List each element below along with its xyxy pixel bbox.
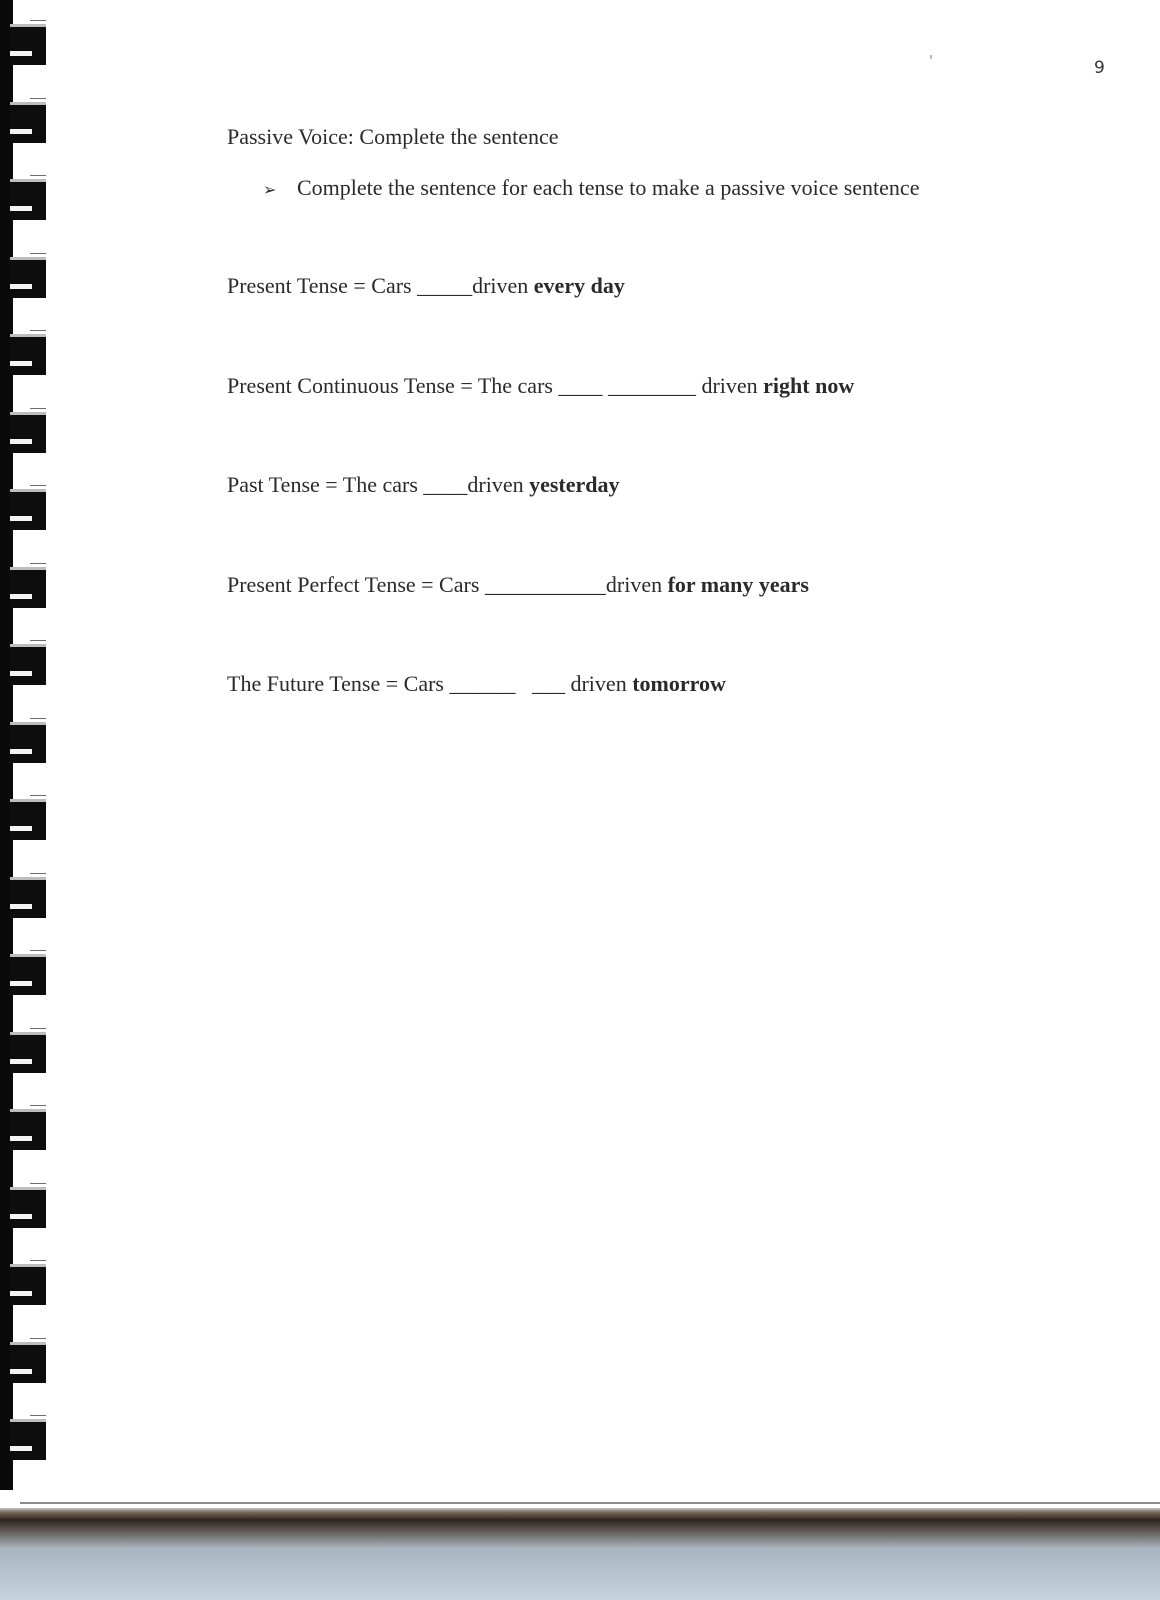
binding-ring <box>10 1187 46 1228</box>
binding-ring-tick <box>30 20 46 21</box>
page-number: 9 <box>1094 58 1105 78</box>
binding-ring-tick <box>30 1183 46 1184</box>
arrow-bullet-icon: ➢ <box>263 180 277 199</box>
binding-ring <box>10 1419 46 1460</box>
binding-ring <box>10 1342 46 1383</box>
sentence-present-continuous <box>227 373 854 399</box>
instruction-item <box>263 175 919 201</box>
sentence-present-perfect <box>227 572 809 598</box>
binding-ring-tick <box>30 563 46 564</box>
sentence-time-phrase: every day <box>533 273 625 298</box>
sentence-time-phrase: for many years <box>667 572 809 597</box>
binding-ring-tick <box>30 950 46 951</box>
binding-ring <box>10 24 46 65</box>
binding-ring-tick <box>30 795 46 796</box>
binding-ring-tick <box>30 718 46 719</box>
sentence-present <box>227 273 625 299</box>
binding-ring-tick <box>30 1415 46 1416</box>
binding-ring <box>10 1109 46 1150</box>
binding-ring-tick <box>30 485 46 486</box>
sentence-verb: driven <box>570 671 633 696</box>
sentence-time-phrase: right now <box>763 373 855 398</box>
sentence-prefix: Past Tense = The cars ____ <box>227 472 468 497</box>
sentence-verb: driven <box>701 373 764 398</box>
binding-ring <box>10 722 46 763</box>
sentence-time-phrase: yesterday <box>529 472 620 497</box>
binding-ring-tick <box>30 98 46 99</box>
sentence-prefix: Present Tense = Cars _____ <box>227 273 473 298</box>
sentence-verb: driven <box>605 572 668 597</box>
sentence-time-phrase: tomorrow <box>632 671 726 696</box>
sentence-prefix: Present Continuous Tense = The cars ____ ________ <box>227 373 702 398</box>
binding-ring-tick <box>30 873 46 874</box>
binding-ring-tick <box>30 640 46 641</box>
binding-ring <box>10 799 46 840</box>
scan-bottom-edge <box>0 1508 1160 1600</box>
binding-ring-tick <box>30 1260 46 1261</box>
sentence-verb: driven <box>472 273 534 298</box>
sheet-edge-line <box>20 1502 1160 1504</box>
binding-ring-tick <box>30 175 46 176</box>
binding-ring-tick <box>30 253 46 254</box>
sentence-past <box>227 472 620 498</box>
binding-ring <box>10 954 46 995</box>
sentence-prefix: Present Perfect Tense = Cars ___________ <box>227 572 606 597</box>
binding-ring <box>10 1264 46 1305</box>
instruction-text: Complete the sentence for each tense to make a passive voice sentence <box>297 175 920 200</box>
sentence-prefix: The Future Tense = Cars ______ ___ <box>227 671 571 696</box>
binding-ring <box>10 567 46 608</box>
binding-ring <box>10 412 46 453</box>
spiral-binding <box>0 0 48 1515</box>
scan-speck <box>930 55 932 59</box>
worksheet-title: Passive Voice: Complete the sentence <box>227 124 559 149</box>
binding-ring-tick <box>30 1105 46 1106</box>
sentence-future <box>227 671 726 697</box>
binding-ring <box>10 102 46 143</box>
binding-ring-tick <box>30 408 46 409</box>
binding-ring-tick <box>30 330 46 331</box>
binding-ring <box>10 257 46 298</box>
binding-ring <box>10 179 46 220</box>
binding-ring <box>10 1032 46 1073</box>
binding-ring <box>10 877 46 918</box>
binding-ring-tick <box>30 1028 46 1029</box>
sentence-verb: driven <box>467 472 530 497</box>
binding-ring <box>10 644 46 685</box>
binding-ring <box>10 334 46 375</box>
binding-ring-tick <box>30 1338 46 1339</box>
binding-ring <box>10 489 46 530</box>
